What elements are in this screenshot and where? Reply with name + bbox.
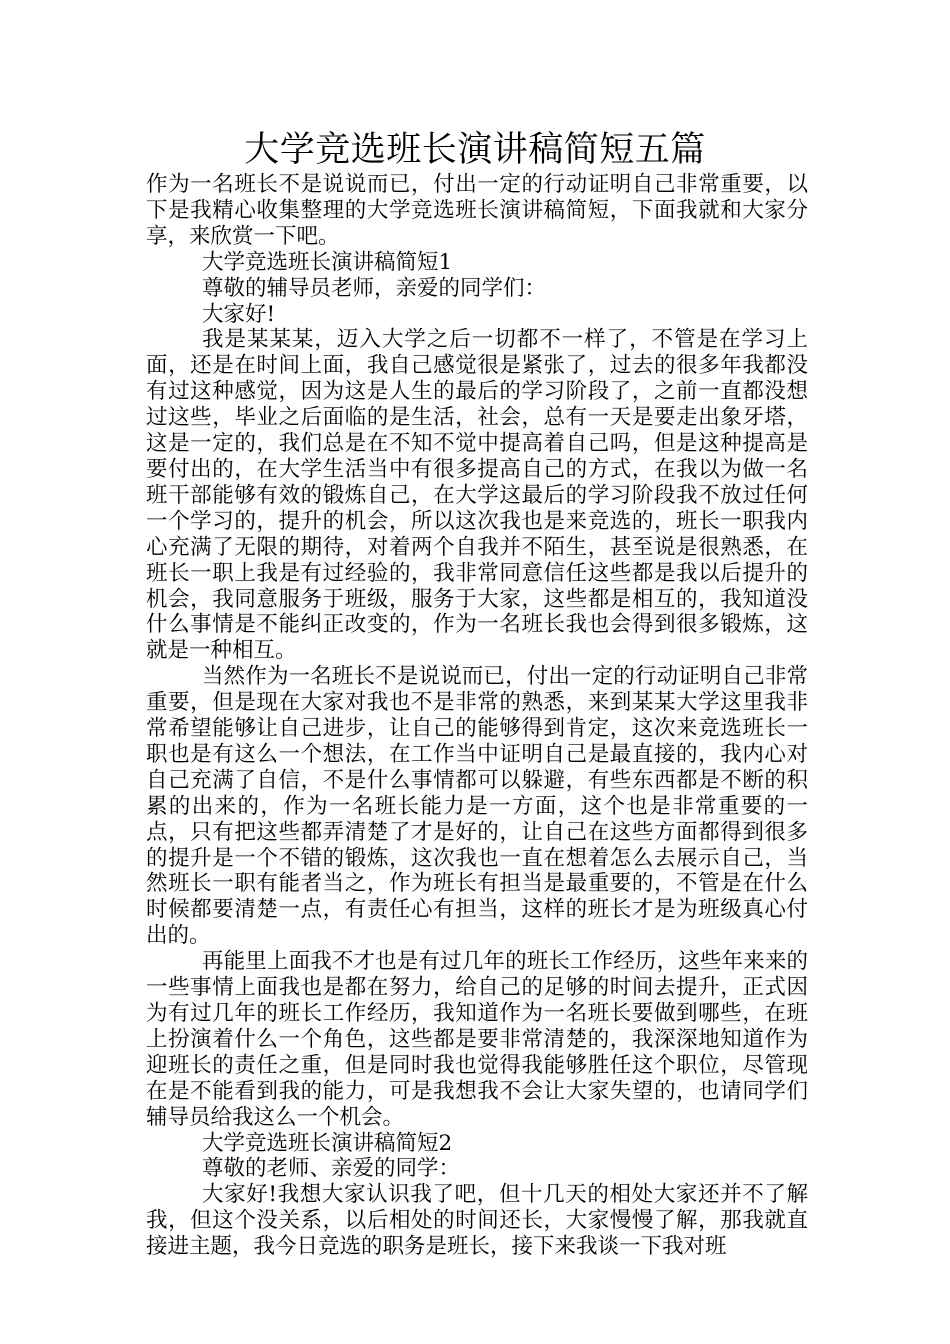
intro-paragraph: 作为一名班长不是说说而已，付出一定的行动证明自己非常重要，以下是我精心收集整理的大学竞选班长演讲稿简短，下面我就和大家分享，来欣赏一下吧。 (146, 172, 808, 249)
salutation-1: 尊敬的辅导员老师，亲爱的同学们： (202, 275, 547, 301)
document-title: 大学竞选班长演讲稿简短五篇 (244, 130, 706, 170)
section-heading-1: 大学竞选班长演讲稿简短1 (202, 249, 453, 275)
greeting-1: 大家好! (202, 301, 276, 327)
section-heading-2: 大学竞选班长演讲稿简短2 (202, 1130, 453, 1156)
speech-paragraph: 我是某某某，迈入大学之后一切都不一样了，不管是在学习上面，还是在时间上面，我自己感觉很是紧张了，过去的很多年我都没有过这种感觉，因为这是人生的最后的学习阶段了，之前一直都没想过这些，毕业之后面临的是生活，社会，总有一天是要走出象牙塔，这是一定的，我们总是在不知不觉中提高着自己吗，但是这种提高是要付出的，在大学生活当中有很多提高自己的方式，在我以为做一名班干部能够有效的锻炼自己，在大学这最后的学习阶段我不放过任何一个学习的，提升的机会，所以这次我也是来竞选的，班长一职我内心充满了无限的期待，对着两个自我并不陌生，甚至说是很熟悉，在班长一职上我是有过经验的，我非常同意信任这些都是我以后提升的机会，我同意服务于班级，服务于大家，这些都是相互的，我知道没什么事情是不能纠正改变的，作为一名班长我也会得到很多锻炼，这就是一种相互。 (146, 327, 808, 664)
salutation-2: 尊敬的老师、亲爱的同学： (202, 1156, 461, 1182)
speech-paragraph: 大家好!我想大家认识我了吧，但十几天的相处大家还并不了解我，但这个没关系，以后相处的时间还长，大家慢慢了解，那我就直接进主题，我今日竞选的职务是班长，接下来我谈一下我对班 (146, 1182, 808, 1260)
document-body (146, 172, 808, 1260)
speech-paragraph: 当然作为一名班长不是说说而已，付出一定的行动证明自己非常重要，但是现在大家对我也不是非常的熟悉，来到某某大学这里我非常希望能够让自己进步，让自己的能够得到肯定，这次来竞选班长一职也是有这么一个想法，在工作当中证明自己是最直接的，我内心对自己充满了自信，不是什么事情都可以躲避，有些东西都是不断的积累的出来的，作为一名班长能力是一方面，这个也是非常重要的一点，只有把这些都弄清楚了才是好的，让自己在这些方面都得到很多的提升是一个不错的锻炼，这次我也一直在想着怎么去展示自己，当然班长一职有能者当之，作为班长有担当是最重要的，不管是在什么时候都要清楚一点，有责任心有担当，这样的班长才是为班级真心付出的。 (146, 664, 808, 949)
speech-paragraph: 再能里上面我不才也是有过几年的班长工作经历，这些年来来的一些事情上面我也是都在努力，给自己的足够的时间去提升，正式因为有过几年的班长工作经历，我知道作为一名班长要做到哪些，在班上扮演着什么一个角色，这些都是要非常清楚的，我深深地知道作为迎班长的责任之重，但是同时我也觉得我能够胜任这个职位，尽管现在是不能看到我的能力，可是我想我不会让大家失望的，也请同学们辅导员给我这么一个机会。 (146, 949, 808, 1130)
